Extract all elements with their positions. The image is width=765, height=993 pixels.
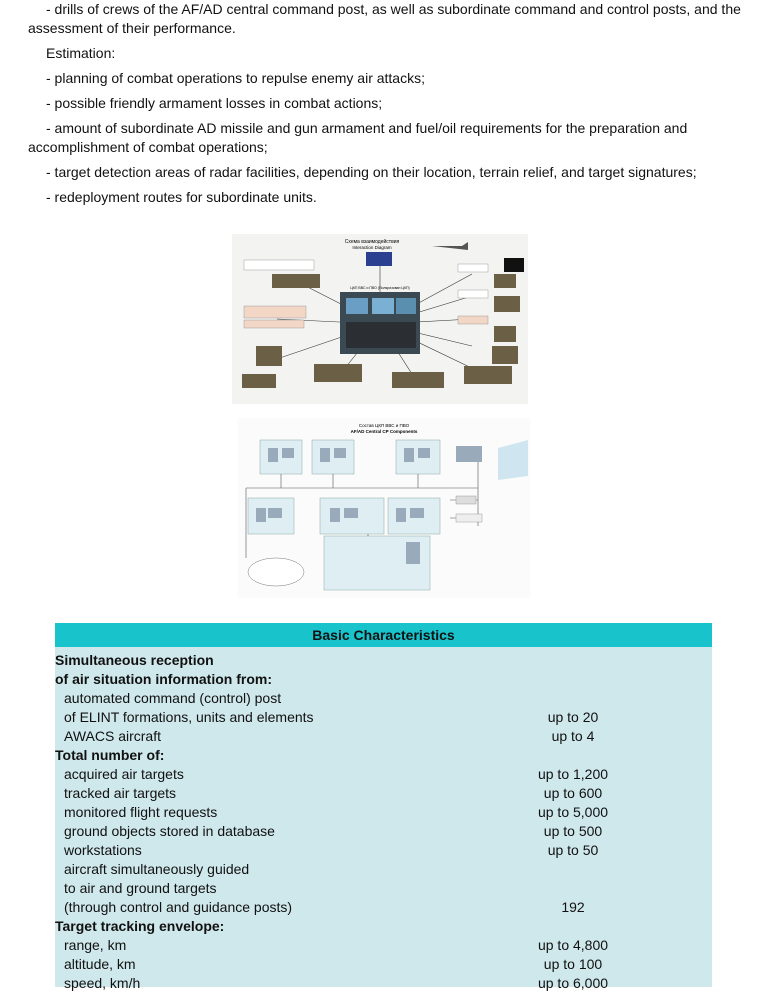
estimation-heading: Estimation: (46, 45, 116, 61)
row-label: of air situation information from: (55, 671, 272, 687)
row-value: up to 100 (543, 956, 603, 972)
row-label: workstations (64, 842, 142, 858)
row-label: of ELINT formations, units and elements (64, 709, 314, 725)
row-label: altitude, km (64, 956, 136, 972)
table-row (55, 651, 712, 670)
body-text (28, 0, 748, 213)
row-value: up to 1,200 (537, 766, 609, 782)
bullet-requirements: - amount of subordinate AD missile and gun armament and fuel/oil requirements for the preparation and accomplishment of combat operations; (28, 120, 688, 155)
legend-box (366, 252, 392, 266)
components-subtitle: AF/AD Central CP Components (350, 429, 418, 434)
table-row (55, 803, 712, 822)
table-header: Basic Characteristics (55, 623, 712, 647)
row-value: up to 600 (543, 785, 603, 801)
row-value: up to 5,000 (537, 804, 609, 820)
row-label: to air and ground targets (64, 880, 217, 896)
row-value (503, 879, 643, 898)
radar-screen (504, 258, 524, 272)
table-body (55, 647, 712, 993)
row-value (503, 651, 643, 670)
row-value (503, 689, 643, 708)
row-label: Target tracking envelope: (55, 918, 225, 934)
paragraph-drills: - drills of crews of the AF/AD central command post, as well as subordinate command and control posts, and the assessment of their performance. (28, 1, 741, 36)
row-label: (through control and guidance posts) (64, 899, 293, 915)
interaction-diagram (232, 234, 528, 404)
row-value: 192 (561, 899, 585, 915)
row-value (503, 670, 643, 689)
bullet-losses: - possible friendly armament losses in combat actions; (46, 95, 383, 111)
components-diagram-graphic (238, 418, 530, 598)
row-label: Total number of: (55, 747, 165, 763)
table-row (55, 974, 712, 993)
table-row (55, 784, 712, 803)
table-row (55, 822, 712, 841)
table-row (55, 860, 712, 879)
row-value (503, 917, 643, 936)
row-value: up to 500 (543, 823, 603, 839)
row-value (503, 746, 643, 765)
printer-icon (456, 496, 476, 504)
table-row (55, 727, 712, 746)
row-value: up to 4,800 (537, 937, 609, 953)
table-row (55, 879, 712, 898)
callout-bubble (248, 558, 304, 586)
row-label: ground objects stored in database (64, 823, 275, 839)
row-value: up to 50 (547, 842, 599, 858)
bullet-planning: - planning of combat operations to repulse enemy air attacks; (46, 70, 425, 86)
table-row (55, 765, 712, 784)
diagram-title: Схема взаимодействия (344, 239, 400, 245)
row-value (503, 860, 643, 879)
table-row (55, 708, 712, 727)
row-label: tracked air targets (64, 785, 177, 801)
row-label: AWACS aircraft (64, 728, 161, 744)
table-row (55, 917, 712, 936)
bullet-detection: - target detection areas of radar facilities, depending on their location, terrain relief, and target signatures; (46, 164, 697, 180)
row-value: up to 4 (551, 728, 595, 744)
row-label: Simultaneous reception (55, 652, 214, 668)
components-diagram (238, 418, 530, 598)
row-value: up to 20 (547, 709, 599, 725)
row-label: aircraft simultaneously guided (64, 861, 250, 877)
table-row (55, 898, 712, 917)
table-row (55, 689, 712, 708)
diagram-subtitle: Interaction Diagram (352, 245, 392, 250)
central-cp-label: ЦКП ВВС и ПВО (Поляризован ЦКП) (350, 286, 410, 290)
row-value: up to 6,000 (537, 975, 609, 991)
table-row (55, 670, 712, 689)
table-row (55, 746, 712, 765)
row-label: automated command (control) post (64, 690, 282, 706)
concentrator-icon (456, 514, 482, 522)
table-row (55, 936, 712, 955)
basic-characteristics-table (55, 623, 712, 991)
row-label: acquired air targets (64, 766, 184, 782)
bullet-routes: - redeployment routes for subordinate units. (46, 189, 317, 205)
row-label: monitored flight requests (64, 804, 218, 820)
row-label: speed, km/h (64, 975, 141, 991)
table-row (55, 841, 712, 860)
row-label: range, km (64, 937, 127, 953)
components-title: Состав ЦКП ВВС и ПВО (358, 423, 410, 428)
interaction-diagram-graphic (232, 234, 528, 404)
table-row (55, 955, 712, 974)
